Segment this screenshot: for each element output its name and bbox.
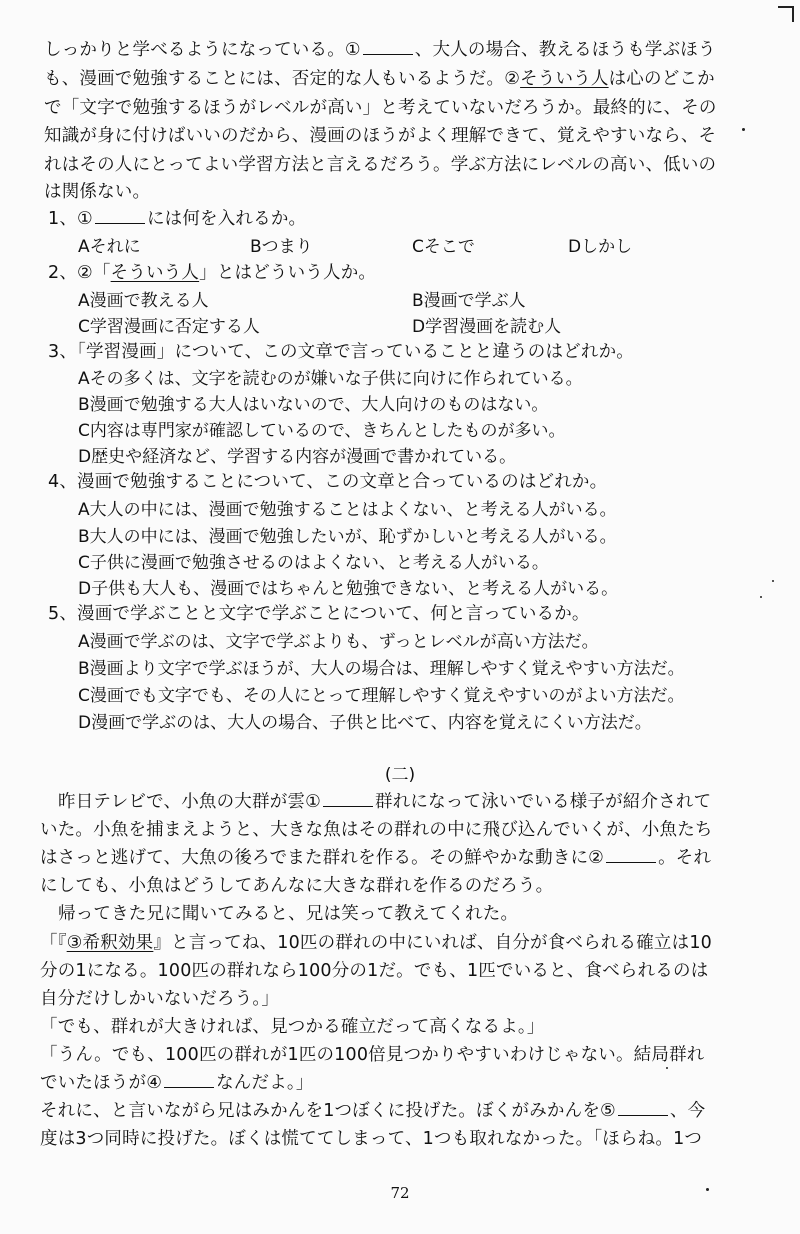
q2-option-a: A漫画で教える人 — [78, 291, 209, 311]
q5-option-d: D漫画で学ぶのは、大人の場合、子供と比べて、内容を覚えにくい方法だ。 — [78, 713, 652, 733]
section2-line-12: それに、と言いながら兄はみかんを1つぼくに投げた。ぼくがみかんを⑤ 、今 — [40, 1101, 706, 1121]
passage1-line-1: しっかりと学べるようになっている。① 、大人の場合、教えるほうも学ぶほう — [44, 40, 716, 60]
q4-option-a: A大人の中には、漫画で勉強することはよくない、と考える人がいる。 — [78, 500, 617, 520]
passage1-line-4: 知識が身に付けばいいのだから、漫画のほうがよく理解できて、覚えやすいなら、そ — [44, 126, 717, 146]
question-2-stem: 2、②「そういう人」とはどういう人か。 — [48, 263, 377, 283]
q3-option-a: Aその多くは、文字を読むのが嫌いな子供に向けに作られている。 — [78, 369, 583, 389]
scan-speck — [742, 128, 745, 131]
blank-s2-2 — [606, 848, 656, 863]
question-3-stem: 3、「学習漫画」について、この文章で言っていることと違うのはどれか。 — [48, 342, 634, 362]
section2-line-3: はさっと逃げて、大魚の後ろでまた群れを作る。その鮮やかな動きに② 。それ — [40, 848, 712, 868]
q4-option-c: C子供に漫画で勉強させるのはよくない、と考える人がいる。 — [78, 553, 549, 573]
q3-option-b: B漫画で勉強する大人はいないので、大人向けのものはない。 — [78, 395, 549, 415]
section2-line-5: 帰ってきた兄に聞いてみると、兄は笑って教えてくれた。 — [58, 904, 519, 924]
section2-line-2: いた。小魚を捕まえようと、大きな魚はその群れの中に飛び込んでいくが、小魚たち — [40, 820, 713, 840]
q3-option-c: C内容は専門家が確認しているので、きちんとしたものが多い。 — [78, 421, 566, 441]
q2-option-d: D学習漫画を読む人 — [412, 317, 562, 337]
blank-s2-4 — [164, 1073, 214, 1088]
q5-option-c: C漫画でも文字でも、その人にとって理解しやすく覚えやすいのがよい方法だ。 — [78, 686, 685, 706]
blank-s2-5 — [618, 1101, 668, 1116]
scan-speck — [760, 596, 762, 598]
q4-option-d: D子供も大人も、漫画ではちゃんと勉強できない、と考える人がいる。 — [78, 579, 619, 599]
corner-mark — [778, 6, 794, 22]
section2-line-1: 昨日テレビで、小魚の大群が雲① 群れになって泳いでいる様子が紹介されて — [58, 792, 712, 812]
blank-1 — [363, 40, 413, 55]
scan-speck — [772, 580, 774, 582]
section2-line-9: 「でも、群れが大きければ、見つかる確立だって高くなるよ。」 — [40, 1017, 545, 1037]
section2-line-11: でいたほうが④ なんだよ。」 — [40, 1073, 314, 1093]
passage1-line-5: れはその人にとってよい学習方法と言えるだろう。学ぶ方法にレベルの高い、低いの — [44, 155, 717, 175]
section2-line-4: にしても、小魚はどうしてあんなに大きな群れを作るのだろう。 — [40, 876, 554, 896]
q1-option-d: Dしかし — [568, 237, 633, 257]
scan-speck — [666, 1067, 668, 1069]
scan-speck — [706, 1188, 709, 1191]
section2-line-10: 「うん。でも、100匹の群れが1匹の100倍見つかりやすいわけじゃない。結局群れ — [40, 1045, 705, 1065]
q1-option-a: Aそれに — [78, 237, 141, 257]
q1-option-c: Cそこで — [412, 237, 475, 257]
question-5-stem: 5、漫画で学ぶことと文字で学ぶことについて、何と言っているか。 — [48, 604, 590, 624]
section2-line-7: 分の1になる。100匹の群れなら100分の1だ。でも、1匹でいると、食べられるのは — [40, 961, 709, 981]
q5-option-a: A漫画で学ぶのは、文字で学ぶよりも、ずっとレベルが高い方法だ。 — [78, 632, 599, 652]
section2-line-8: 自分だけしかいないだろう。」 — [40, 989, 280, 1009]
q5-option-b: B漫画より文字で学ぶほうが、大人の場合は、理解しやすく覚えやすい方法だ。 — [78, 659, 685, 679]
page-number: 72 — [390, 1184, 410, 1202]
q3-option-d: D歴史や経済など、学習する内容が漫画で書かれている。 — [78, 447, 517, 467]
section2-line-13: 度は3つ同時に投げた。ぼくは慌ててしまって、1つも取れなかった。「ほらね。1つ — [40, 1129, 703, 1149]
blank-q1 — [95, 209, 145, 224]
q4-option-b: B大人の中には、漫画で勉強したいが、恥ずかしいと考える人がいる。 — [78, 527, 617, 547]
passage1-line-3: で「文字で勉強するほうがレベルが高い」と考えていないだろうか。最終的に、その — [44, 98, 717, 118]
section-2-heading: (二) — [384, 765, 416, 785]
passage1-line-2: も、漫画で勉強することには、否定的な人もいるようだ。②そういう人は心のどこか — [44, 69, 715, 89]
q1-option-b: Bつまり — [250, 237, 313, 257]
question-1-stem: 1、① には何を入れるか。 — [48, 209, 307, 229]
blank-s2-1 — [323, 792, 373, 807]
section2-line-6: 「『③希釈効果』と言ってね、10匹の群れの中にいれば、自分が食べられる確立は10 — [40, 933, 712, 953]
q2-option-c: C学習漫画に否定する人 — [78, 317, 260, 337]
passage1-line-6: は関係ない。 — [44, 182, 151, 202]
question-4-stem: 4、漫画で勉強することについて、この文章と合っているのはどれか。 — [48, 472, 608, 492]
q2-option-b: B漫画で学ぶ人 — [412, 291, 526, 311]
